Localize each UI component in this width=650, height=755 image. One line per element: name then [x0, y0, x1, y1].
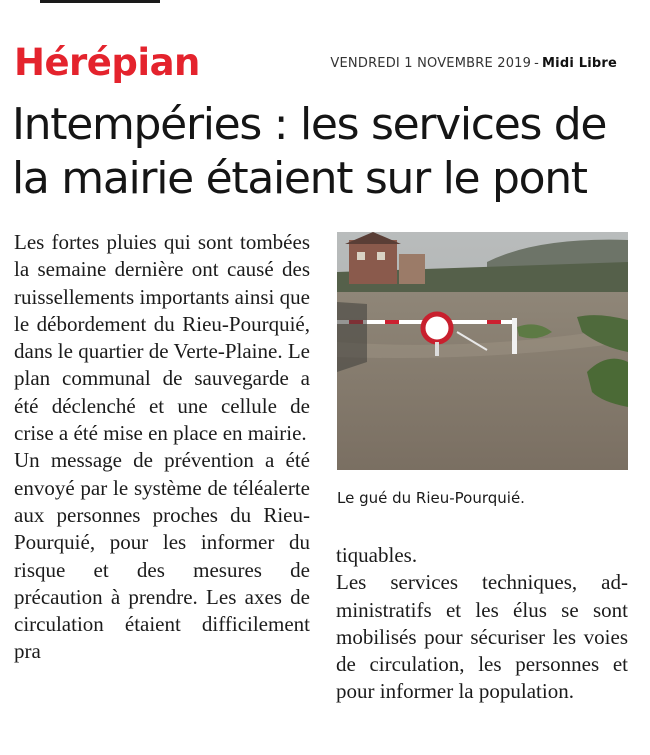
right-paragraph-1: tiquables.	[336, 543, 418, 567]
publication-name: Midi Libre	[542, 56, 617, 71]
left-paragraph-2: Un message de prévention a été envoyé par le système de téléalerte aux personnes proches du Rieu-Pourquié, pour les informer du risque et des mesures de précaution à prendre. Les axes de circulation étaient difficilement pra	[14, 448, 310, 664]
dateline-separator: -	[534, 56, 540, 71]
flood-photo	[337, 232, 628, 470]
left-paragraph-1: Les fortes pluies qui sont tombées la semaine dernière ont causé des ruissellements importants ainsi que le débordement du Rieu-Pourquié, dans le quartier de Verte-Plaine. Le plan communal de sauvegarde a été déclenché et une cellule de crise a été mise en place en mairie.	[14, 230, 310, 446]
top-rule	[40, 0, 160, 3]
right-paragraph-2: Les services techniques, administratifs et les élus se sont mobilisés pour sécuriser les voies de circulation, les personnes et pour informer la population.	[336, 570, 628, 704]
right-column	[336, 542, 628, 706]
left-column	[14, 229, 310, 666]
photo-caption: Le gué du Rieu-Pourquié.	[337, 489, 525, 507]
location-heading: Hérépian	[14, 41, 200, 84]
article-headline: Intempéries : les services de la mairie étaient sur le pont	[12, 99, 607, 204]
publication-date: VENDREDI 1 NOVEMBRE 2019	[330, 56, 532, 71]
dateline	[330, 56, 617, 71]
